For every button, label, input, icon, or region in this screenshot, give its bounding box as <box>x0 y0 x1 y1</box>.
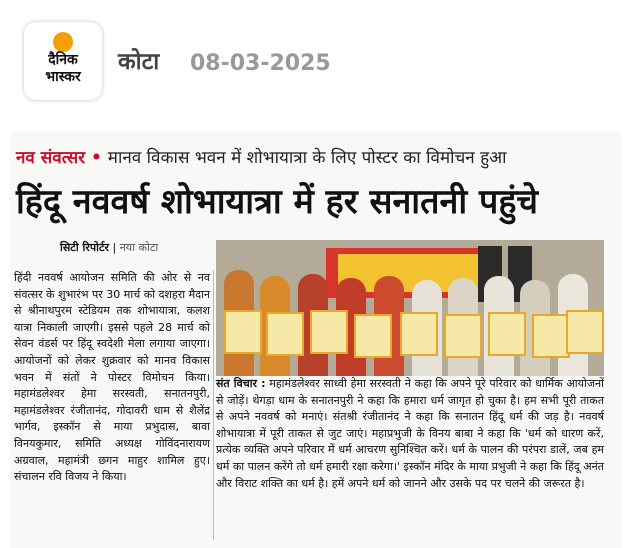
article-headline: हिंदू नववर्ष शोभायात्रा में हर सनातनी पहुंचे <box>16 182 538 222</box>
photo-poster <box>310 310 348 354</box>
photo-poster <box>354 314 392 358</box>
photo-poster <box>266 312 304 356</box>
photo-poster <box>566 310 604 354</box>
kicker <box>16 146 507 170</box>
kicker-label: नव संवत्सर <box>16 148 86 168</box>
byline <box>60 240 158 255</box>
photo-caption <box>216 376 604 492</box>
cut-off-text-strip <box>10 118 610 126</box>
article-body: हिंदी नववर्ष आयोजन समिति की ओर से नव संवत्सर के शुभारंभ पर 30 मार्च को दशहरा मैदान से श्रीनाथपुरम स्टेडियम तक शोभायात्रा, कलश यात्रा निकाली जाएगी। इससे पहले 28 मार्च को सेवन वंडर्स पर हिंदू स्वदेशी मेला लगाया जाएगा। आयोजनों को लेकर शुक्रवार को मानव विकास भवन में संतों ने पोस्टर विमोचन किया। महामंडलेश्वर हेमा सरस्वती, सनातनपुरी, महामंडलेश्वर रंजीतानंद, गोदावरी धाम से शैलेंद्र भार्गव, इस्कॉन से माया प्रभुदास, बावा विनयकुमार, समिति अध्यक्ष गोविंदनारायण अग्रवाल, महामंत्री छगन माहुर शामिल हुए। संचालन रवि विजय ने किया। <box>14 271 210 484</box>
caption-text: महामंडलेश्वर साध्वी हेमा सरस्वती ने कहा कि अपने पूरे परिवार को धार्मिक आयोजनों से जोड़ें। थेगड़ा धाम के सनातनपुरी ने कहा कि हमारा धर्म जागृत हो चुका है। हम सभी पूरी ताकत से अपने नववर्ष को मनाएं। संतश्री रंजीतानंद ने कहा कि सनातन हिंदू धर्म की जड़ है। नववर्ष शोभायात्रा में पूरी ताकत से जुट जाएं। महाप्रभुजी के विनय बाबा ने कहा कि 'धर्म को धारण करें, प्रत्येक व्यक्ति अपने परिवार में धर्म आचरण सुनिश्चित करें। धर्म के पालन की परंपरा डालें, जब हम धर्म का पालन करेंगे तो धर्म हमारी रक्षा करेगा।' इस्कॉन मंदिर के माया प्रभुजी ने कहा कि हिंदू अनंत और विराट शक्ति का धर्म है। हमें अपने धर्म को जानने और उसके पद पर चलने की जरूरत है। <box>216 377 605 490</box>
photo-poster <box>444 314 482 358</box>
byline-place: नया कोटा <box>119 241 159 254</box>
byline-reporter: सिटी रिपोर्टर <box>60 241 109 254</box>
photo-poster <box>400 312 438 356</box>
photo-poster <box>532 314 570 358</box>
app-header <box>0 0 624 112</box>
logo-text-line2: भास्कर <box>45 69 81 85</box>
photo-poster <box>488 312 526 356</box>
dainik-bhaskar-logo[interactable] <box>24 22 102 100</box>
kicker-text: मानव विकास भवन में शोभायात्रा के लिए पोस्टर का विमोचन हुआ <box>107 148 507 168</box>
logo-text-line1: दैनिक <box>48 52 78 68</box>
edition-city: कोटा <box>118 49 160 75</box>
byline-separator: | <box>112 241 120 254</box>
kicker-bullet-icon: • <box>90 148 102 168</box>
column-divider <box>213 270 214 540</box>
edition-date: 08-03-2025 <box>190 51 331 76</box>
caption-lead: संत विचार : <box>216 377 266 390</box>
newspaper-clipping <box>10 132 622 548</box>
photo-poster <box>224 310 262 354</box>
sun-logo-icon <box>53 32 73 52</box>
